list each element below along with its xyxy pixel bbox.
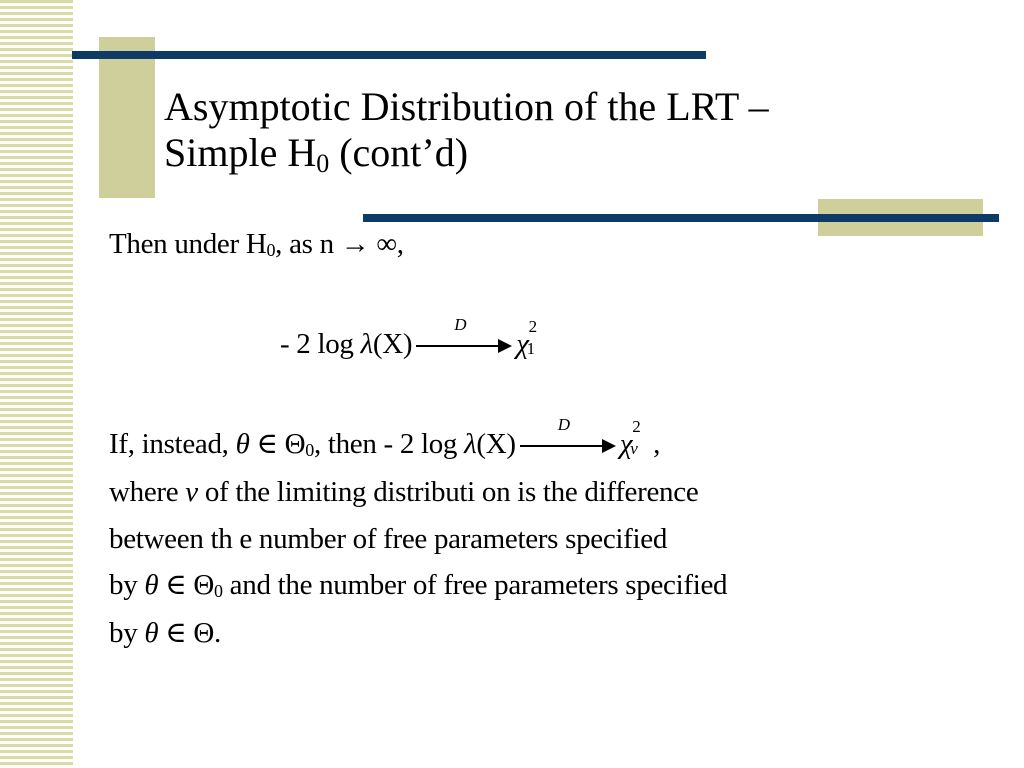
title-line-1: Asymptotic Distribution of the LRT – — [164, 84, 769, 129]
l6-sub: 0 — [214, 581, 223, 601]
l6-text-a: by — [109, 569, 145, 601]
eq1-sup: 2 — [528, 317, 537, 337]
l4-text-b: of the limiting distributi on is the difference — [197, 476, 699, 508]
l1-sub: 0 — [266, 240, 276, 260]
l3-text-d: , — [646, 428, 661, 460]
l3-text-b: , then - 2 log — [313, 428, 465, 460]
body-line-1 — [109, 226, 404, 268]
body-line-5: between th e number of free parameters specified — [109, 523, 668, 555]
l3-text-c: (X) — [476, 428, 516, 460]
l4-nu: ν — [185, 476, 198, 508]
l6-in: ∈ Θ — [158, 569, 215, 601]
l6-text-b: and the number of free parameters specified — [222, 569, 728, 601]
l3-supsub — [630, 417, 646, 459]
title-subscript: 0 — [316, 149, 330, 178]
body-line-6 — [109, 567, 727, 609]
equation-1 — [280, 315, 543, 362]
l3-arrow-label: D — [557, 415, 570, 435]
eq1-converge-arrow — [416, 315, 512, 356]
l7-text-a: by — [109, 617, 145, 649]
title-rule — [72, 51, 706, 59]
eq1-chi: χ — [516, 328, 529, 360]
l1-text-c: ∞, — [369, 228, 404, 260]
l3-text-a: If, instead, — [109, 428, 236, 460]
title-line-2 — [164, 130, 884, 176]
body-line-4 — [109, 474, 698, 510]
l3-sup: 2 — [632, 417, 641, 437]
title-contd: (cont’d) — [329, 130, 469, 175]
l3-converge-arrow — [520, 415, 616, 456]
left-stripe-decoration — [0, 0, 73, 768]
title-simple: Simple H — [164, 130, 317, 175]
l3-lambda: λ — [464, 428, 477, 460]
l6-theta: θ — [144, 569, 159, 601]
slide-title — [164, 84, 884, 176]
eq1-text-b: (X) — [372, 328, 413, 360]
l3-nu: ν — [630, 439, 638, 459]
eq1-lambda: λ — [360, 328, 373, 360]
l7-theta: θ — [144, 617, 159, 649]
l1-text-a: Then under H — [109, 228, 267, 260]
l1-text-b: , as n — [275, 228, 341, 260]
body-line-3 — [109, 415, 661, 468]
l1-arrow: → — [340, 228, 370, 260]
body-line-7 — [109, 615, 221, 651]
l3-in: ∈ Θ — [249, 428, 306, 460]
l4-text-a: where — [109, 476, 186, 508]
eq1-sub: 1 — [526, 339, 535, 359]
body-rule — [363, 214, 999, 222]
l7-text-b: ∈ Θ. — [158, 617, 221, 649]
eq1-arrow-label: D — [454, 315, 467, 335]
l3-theta: θ — [235, 428, 250, 460]
eq1-supsub — [526, 317, 543, 359]
eq1-text-a: - 2 log — [280, 328, 361, 360]
l3-chi: χ — [619, 428, 633, 460]
title-accent-block — [99, 37, 155, 198]
l3-sub: 0 — [305, 440, 314, 460]
